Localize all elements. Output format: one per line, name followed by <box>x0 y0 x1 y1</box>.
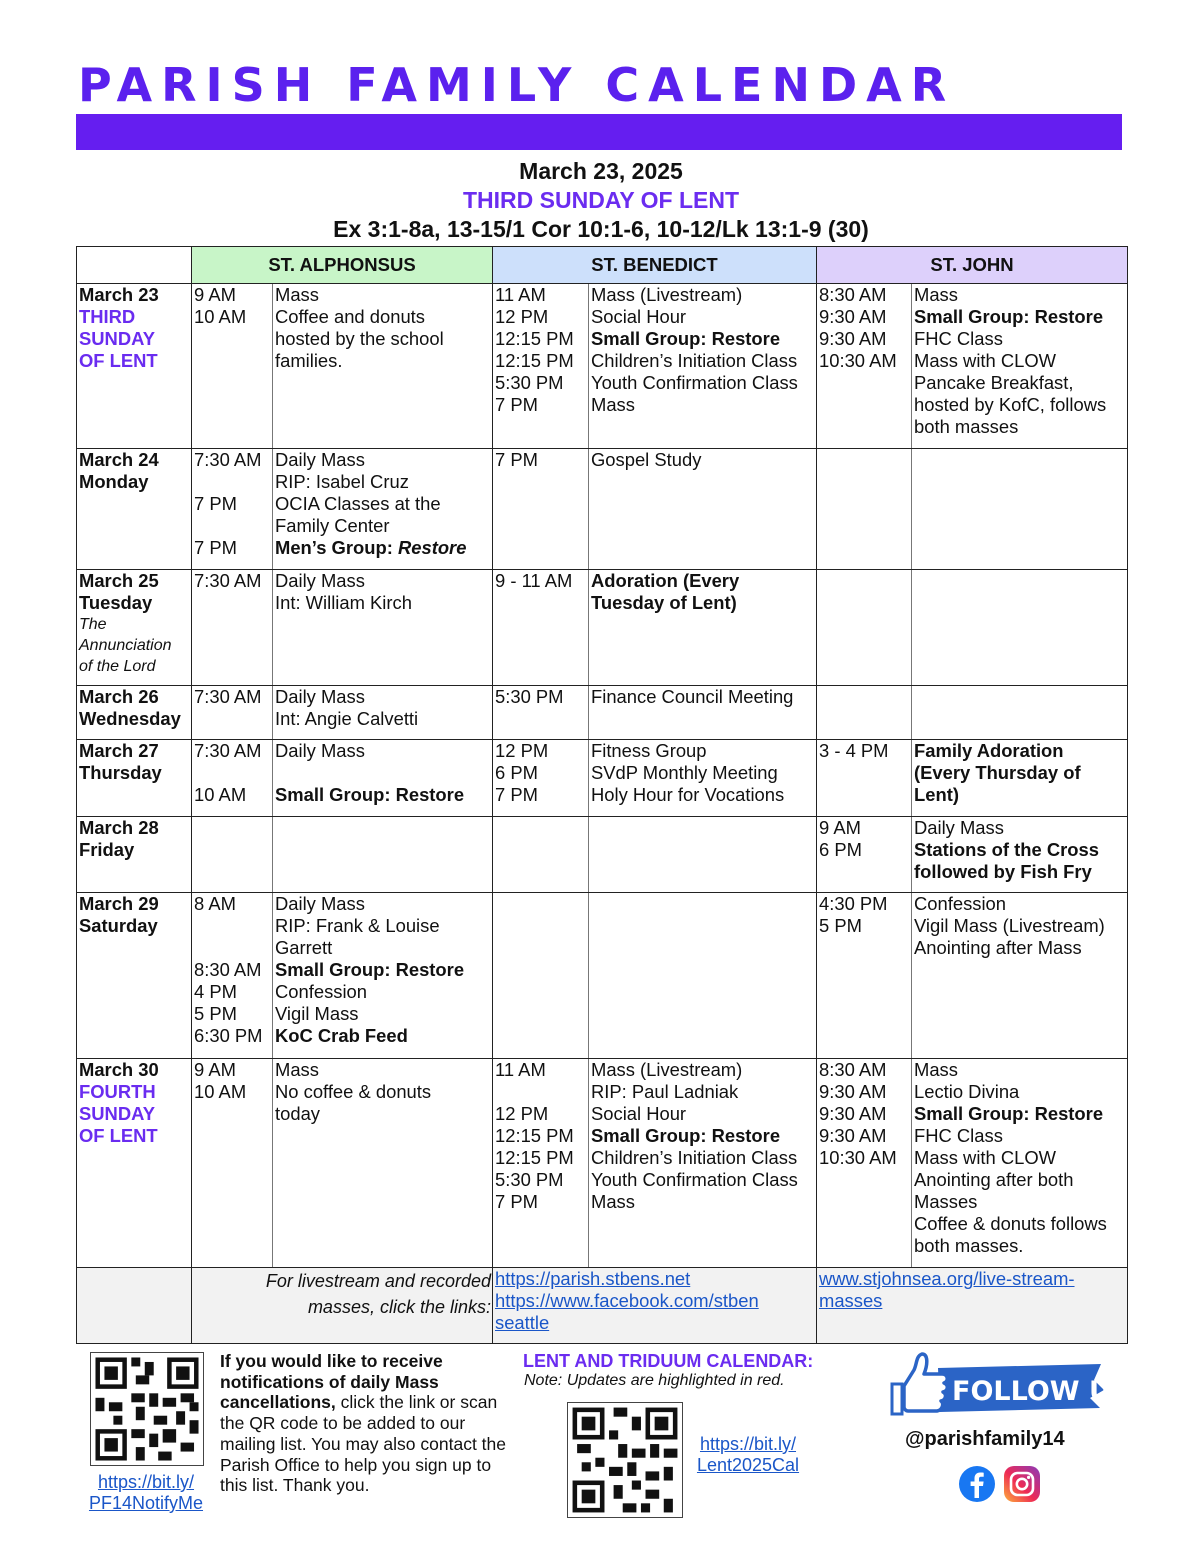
event-time: 9:30 AM <box>819 328 887 349</box>
day-cell <box>77 284 192 449</box>
event-time: 7 PM <box>495 449 538 470</box>
day-date: March 30 <box>79 1059 159 1080</box>
day-cell <box>77 1059 192 1268</box>
event-time: 8:30 AM <box>819 1059 887 1080</box>
event-text: Mass <box>914 1059 958 1080</box>
event-time: 6 PM <box>495 762 538 783</box>
page-title: PARISH FAMILY CALENDAR <box>78 58 956 112</box>
event-text: hosted by the school <box>275 328 444 349</box>
event-text: Int: Angie Calvetti <box>275 708 419 729</box>
event-time: 10 AM <box>194 306 247 327</box>
feast-note: Annunciation <box>79 637 172 654</box>
time-cell <box>192 740 273 817</box>
facebook-icon[interactable] <box>958 1465 996 1503</box>
column-header-benedict: ST. BENEDICT <box>493 247 817 284</box>
calendar-table <box>76 246 1128 1344</box>
time-cell <box>493 893 589 1059</box>
event-text: Daily Mass <box>275 449 365 470</box>
feast-label: THIRD <box>79 306 136 327</box>
day-date: March 27 <box>79 740 159 761</box>
notify-text-rest: click the link or scan the QR code to be added to our mailing list. You may also contact the Parish Office to help you sign up to this list. Thank you. <box>220 1392 506 1496</box>
livestream-note-line: For livestream and recorded <box>265 1271 491 1291</box>
event-text: Daily Mass <box>275 686 365 707</box>
event-cell <box>589 449 817 570</box>
time-cell <box>817 686 912 740</box>
day-cell <box>77 740 192 817</box>
day-cell <box>77 817 192 893</box>
event-text: Coffee & donuts follows <box>914 1213 1107 1234</box>
event-text: hosted by KofC, follows <box>914 394 1107 415</box>
corner-cell <box>77 247 192 284</box>
event-time: 12:15 PM <box>495 1147 574 1168</box>
event-text: followed by Fish Fry <box>914 861 1092 882</box>
event-text: Lectio Divina <box>914 1081 1020 1102</box>
event-text: Confession <box>275 981 368 1002</box>
feast-label: FOURTH <box>79 1081 156 1102</box>
time-cell <box>192 686 273 740</box>
event-time: 3 - 4 PM <box>819 740 889 761</box>
event-text: Daily Mass <box>275 740 365 761</box>
event-text: Int: William Kirch <box>275 592 412 613</box>
table-row <box>77 740 1128 817</box>
event-text: OCIA Classes at the <box>275 493 441 514</box>
event-time: 7:30 AM <box>194 570 262 591</box>
time-cell <box>192 449 273 570</box>
table-row <box>77 570 1128 686</box>
time-cell <box>192 817 273 893</box>
event-text: Finance Council Meeting <box>591 686 794 707</box>
table-row <box>77 686 1128 740</box>
event-cell <box>589 686 817 740</box>
event-text: Daily Mass <box>914 817 1004 838</box>
event-time: 7 PM <box>495 394 538 415</box>
event-time: 7:30 AM <box>194 740 262 761</box>
event-text: Family Center <box>275 515 390 536</box>
event-time: 12 PM <box>495 740 549 761</box>
event-time: 8 AM <box>194 893 236 914</box>
event-cell <box>273 284 493 449</box>
event-text: Social Hour <box>591 306 687 327</box>
event-text: Daily Mass <box>275 570 365 591</box>
event-text: Lent) <box>914 784 959 805</box>
event-text: Social Hour <box>591 1103 687 1124</box>
event-cell <box>273 1059 493 1268</box>
event-text: Vigil Mass (Livestream) <box>914 915 1105 936</box>
event-time: 5:30 PM <box>495 686 564 707</box>
event-time <box>194 471 270 493</box>
event-text: (Every Thursday of <box>914 762 1081 783</box>
notify-text <box>220 1351 520 1496</box>
event-cell <box>589 570 817 686</box>
event-text: FHC Class <box>914 1125 1003 1146</box>
lent-link-line[interactable]: Lent2025Cal <box>696 1455 800 1475</box>
event-text: RIP: Frank & Louise <box>275 915 440 936</box>
event-cell <box>273 686 493 740</box>
event-time: 10 AM <box>194 784 247 805</box>
event-text: Children’s Initiation Class <box>591 350 798 371</box>
event-text: Gospel Study <box>591 449 702 470</box>
event-cell <box>912 893 1128 1059</box>
event-cell <box>589 284 817 449</box>
lent-calendar-link[interactable] <box>686 1434 810 1476</box>
event-text: Small Group: Restore <box>914 306 1104 327</box>
column-header-row <box>77 247 1128 284</box>
event-text: Mass <box>591 1191 635 1212</box>
event-time: 12:15 PM <box>495 350 574 371</box>
event-text-bold-italic: Restore <box>397 537 467 558</box>
day-weekday: Wednesday <box>79 708 181 729</box>
event-time <box>194 762 270 784</box>
event-text: families. <box>275 350 343 371</box>
event-text: Mass <box>275 1059 319 1080</box>
event-text: Mass <box>914 284 958 305</box>
benedict-facebook-link[interactable]: https://www.facebook.com/stben <box>495 1290 759 1311</box>
follow-us-graphic <box>886 1350 1131 1422</box>
time-cell <box>817 449 912 570</box>
event-text: Small Group: Restore <box>591 328 781 349</box>
day-date: March 23 <box>79 284 159 305</box>
instagram-icon[interactable] <box>1003 1465 1041 1503</box>
header-date: March 23, 2025 <box>519 158 683 184</box>
day-cell <box>77 686 192 740</box>
day-weekday: Tuesday <box>79 592 153 613</box>
event-time: 4:30 PM <box>819 893 888 914</box>
event-text: both masses <box>914 416 1019 437</box>
day-date: March 29 <box>79 893 159 914</box>
header-readings: Ex 3:1-8a, 13-15/1 Cor 10:1-6, 10-12/Lk 13:1-9 (30) <box>333 216 869 242</box>
event-time <box>194 937 270 959</box>
event-time: 10:30 AM <box>819 350 897 371</box>
time-cell <box>817 817 912 893</box>
benedict-facebook-link-cont[interactable]: seattle <box>495 1312 550 1333</box>
event-time: 11 AM <box>495 284 546 305</box>
column-header-alphonsus: ST. ALPHONSUS <box>192 247 493 284</box>
event-text: Youth Confirmation Class <box>591 1169 798 1190</box>
event-time: 7:30 AM <box>194 449 262 470</box>
lent-link-line[interactable]: https://bit.ly/ <box>699 1434 797 1454</box>
time-cell <box>192 284 273 449</box>
time-cell <box>493 1059 589 1268</box>
event-text: Mass with CLOW <box>914 350 1057 371</box>
john-livestream-link[interactable]: www.stjohnsea.org/live-stream- <box>819 1268 1075 1289</box>
event-text: FHC Class <box>914 328 1003 349</box>
event-cell <box>912 570 1128 686</box>
event-text: Small Group: Restore <box>275 784 465 805</box>
event-text: Family Adoration <box>914 740 1064 761</box>
event-time: 7:30 AM <box>194 686 262 707</box>
table-row <box>77 817 1128 893</box>
event-text: RIP: Isabel Cruz <box>275 471 409 492</box>
event-cell <box>589 817 817 893</box>
event-text: both masses. <box>914 1235 1024 1256</box>
event-time: 9 AM <box>819 817 861 838</box>
time-cell <box>493 570 589 686</box>
time-cell <box>817 893 912 1059</box>
event-time: 6:30 PM <box>194 1025 263 1046</box>
notify-text-bold: If you would like to receive notifications of daily Mass cancellations, <box>220 1351 443 1413</box>
event-text: Small Group: Restore <box>591 1125 781 1146</box>
table-row <box>77 284 1128 449</box>
event-text: Small Group: Restore <box>914 1103 1104 1124</box>
table-row <box>77 449 1128 570</box>
event-text: Tuesday of Lent) <box>591 592 737 613</box>
event-time: 8:30 AM <box>194 959 262 980</box>
event-time: 8:30 AM <box>819 284 887 305</box>
john-livestream-link-cont[interactable]: masses <box>819 1290 883 1311</box>
event-time: 10 AM <box>194 1081 247 1102</box>
event-cell <box>273 570 493 686</box>
footer-corner-cell <box>77 1268 192 1344</box>
day-date: March 24 <box>79 449 159 470</box>
header-sunday: THIRD SUNDAY OF LENT <box>462 187 740 213</box>
lent-calendar-note: Note: Updates are highlighted in red. <box>524 1372 785 1389</box>
event-time: 10:30 AM <box>819 1147 897 1168</box>
day-weekday: Saturday <box>79 915 158 936</box>
event-time: 7 PM <box>495 1191 538 1212</box>
john-links <box>817 1268 1128 1344</box>
event-time: 9 - 11 AM <box>495 570 573 591</box>
column-header-john: ST. JOHN <box>817 247 1128 284</box>
qr-code-icon[interactable] <box>90 1352 204 1466</box>
event-text: KoC Crab Feed <box>275 1025 408 1046</box>
event-cell <box>589 1059 817 1268</box>
livestream-note-line: masses, click the links: <box>307 1297 491 1317</box>
benedict-website-link[interactable]: https://parish.stbens.net <box>495 1268 691 1289</box>
event-text: Anointing after both <box>914 1169 1074 1190</box>
title-bar <box>76 114 1122 150</box>
event-text: Youth Confirmation Class <box>591 372 798 393</box>
time-cell <box>493 686 589 740</box>
event-time <box>194 515 270 537</box>
time-cell <box>192 893 273 1059</box>
event-text: Garrett <box>275 937 333 958</box>
event-text-spacer <box>275 762 490 784</box>
time-cell <box>493 740 589 817</box>
event-text <box>275 537 490 559</box>
time-cell <box>192 1059 273 1268</box>
event-cell <box>273 740 493 817</box>
event-time: 5:30 PM <box>495 372 564 393</box>
event-text: Confession <box>914 893 1007 914</box>
event-time: 5:30 PM <box>495 1169 564 1190</box>
event-cell <box>912 284 1128 449</box>
event-time <box>495 1081 586 1103</box>
day-cell <box>77 893 192 1059</box>
time-cell <box>817 570 912 686</box>
event-time: 5 PM <box>819 915 862 936</box>
day-weekday: Friday <box>79 839 135 860</box>
event-time: 12:15 PM <box>495 328 574 349</box>
event-time: 9:30 AM <box>819 1081 887 1102</box>
event-cell <box>589 893 817 1059</box>
event-time: 7 PM <box>194 493 237 514</box>
event-cell <box>912 686 1128 740</box>
event-time: 9 AM <box>194 1059 236 1080</box>
event-text: Mass <box>591 394 635 415</box>
qr-code-icon[interactable] <box>567 1402 683 1518</box>
event-text: Anointing after Mass <box>914 937 1082 958</box>
livestream-note <box>192 1268 493 1344</box>
event-text: No coffee & donuts <box>275 1081 432 1102</box>
event-time: 6 PM <box>819 839 862 860</box>
time-cell <box>817 284 912 449</box>
event-time: 12 PM <box>495 306 549 327</box>
event-text: Adoration (Every <box>591 570 740 591</box>
follow-us-label: FOLLOW US <box>952 1376 1131 1407</box>
event-time: 9 AM <box>194 284 236 305</box>
event-text: Vigil Mass <box>275 1003 359 1024</box>
event-time: 11 AM <box>495 1059 546 1080</box>
event-text: RIP: Paul Ladniak <box>591 1081 739 1102</box>
event-text-bold: Men’s Group: <box>275 537 398 558</box>
table-row <box>77 1059 1128 1268</box>
notify-link-line[interactable]: https://bit.ly/ <box>97 1472 195 1492</box>
day-cell <box>77 449 192 570</box>
feast-label: SUNDAY <box>79 328 155 349</box>
event-text: Mass (Livestream) <box>591 284 743 305</box>
event-time: 5 PM <box>194 1003 237 1024</box>
notify-link[interactable] <box>80 1472 212 1514</box>
livestream-links-row <box>77 1268 1128 1344</box>
time-cell <box>493 817 589 893</box>
thumbs-up-icon <box>892 1354 947 1414</box>
day-date: March 25 <box>79 570 159 591</box>
event-text: Mass <box>275 284 319 305</box>
day-weekday: Thursday <box>79 762 162 783</box>
event-time: 9:30 AM <box>819 1125 887 1146</box>
event-text: Pancake Breakfast, <box>914 372 1074 393</box>
event-time: 12:15 PM <box>495 1125 574 1146</box>
table-row <box>77 893 1128 1059</box>
event-text: Holy Hour for Vocations <box>591 784 785 805</box>
event-text: Coffee and donuts <box>275 306 425 327</box>
feast-note: The <box>79 616 107 633</box>
event-text: Small Group: Restore <box>275 959 465 980</box>
event-text: Mass with CLOW <box>914 1147 1057 1168</box>
time-cell <box>817 1059 912 1268</box>
time-cell <box>817 740 912 817</box>
time-cell <box>192 570 273 686</box>
event-cell <box>273 817 493 893</box>
event-time: 7 PM <box>495 784 538 805</box>
event-text: Children’s Initiation Class <box>591 1147 798 1168</box>
event-cell <box>912 449 1128 570</box>
event-cell <box>589 740 817 817</box>
day-weekday: Monday <box>79 471 149 492</box>
event-text: Stations of the Cross <box>914 839 1099 860</box>
event-text: SVdP Monthly Meeting <box>591 762 778 783</box>
social-handle: @parishfamily14 <box>905 1428 1065 1450</box>
feast-note: of the Lord <box>79 658 156 675</box>
event-text: today <box>275 1103 320 1124</box>
qr-code-graphic <box>568 1403 682 1517</box>
event-time: 9:30 AM <box>819 306 887 327</box>
event-time: 4 PM <box>194 981 237 1002</box>
event-cell <box>273 893 493 1059</box>
time-cell <box>493 449 589 570</box>
feast-label: OF LENT <box>79 1125 158 1146</box>
day-date: March 28 <box>79 817 159 838</box>
feast-label: OF LENT <box>79 350 158 371</box>
benedict-links <box>493 1268 817 1344</box>
qr-code-graphic <box>91 1353 203 1465</box>
day-cell <box>77 570 192 686</box>
event-cell <box>912 1059 1128 1268</box>
follow-us-badge <box>886 1350 1131 1422</box>
event-time <box>194 915 270 937</box>
event-cell <box>912 740 1128 817</box>
event-text: Mass (Livestream) <box>591 1059 743 1080</box>
time-cell <box>493 284 589 449</box>
event-time: 7 PM <box>194 537 237 558</box>
event-time: 9:30 AM <box>819 1103 887 1124</box>
lent-calendar-title: LENT AND TRIDUUM CALENDAR: <box>523 1351 814 1371</box>
feast-label: SUNDAY <box>79 1103 155 1124</box>
notify-link-line[interactable]: PF14NotifyMe <box>88 1493 204 1513</box>
event-time: 12 PM <box>495 1103 549 1124</box>
event-text: Daily Mass <box>275 893 365 914</box>
event-text: Fitness Group <box>591 740 707 761</box>
event-cell <box>273 449 493 570</box>
event-text: Masses <box>914 1191 978 1212</box>
event-cell <box>912 817 1128 893</box>
day-date: March 26 <box>79 686 159 707</box>
